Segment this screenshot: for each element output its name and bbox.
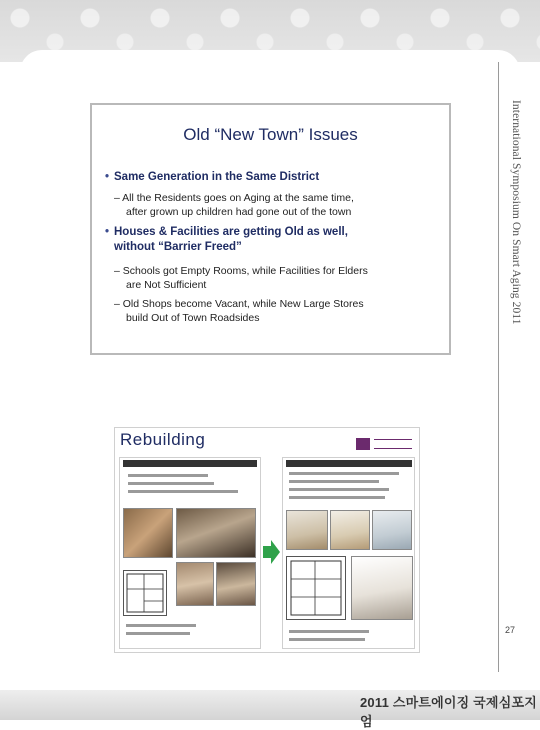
text-line: [289, 488, 389, 491]
bullet-2-line-2: without “Barrier Freed”: [114, 241, 242, 253]
old-room-photo: [123, 508, 173, 558]
bullet-2-sub-1-line-1: – Schools got Empty Rooms, while Facilities for Elders: [114, 265, 368, 277]
ur-logo: [356, 434, 414, 454]
bullet-2-sub-1-line-2: are Not Sufficient: [126, 279, 207, 291]
slide-box: [90, 103, 451, 355]
symposium-side-label: International Symposium On Smart Aging 2011: [510, 100, 522, 325]
rebuilding-title: Rebuilding: [120, 430, 206, 449]
new-kitchen-photo: [351, 556, 413, 620]
bullet-1: [105, 170, 320, 185]
old-apartment-panel-header: [123, 460, 257, 467]
text-line: [289, 638, 365, 641]
renovated-apartment-panel-header: [286, 460, 412, 467]
logo-text-lines: [374, 439, 412, 449]
old-floor-plan: [123, 570, 167, 616]
footer-label: 2011 스마트에이징 국제심포지엄: [360, 695, 537, 729]
bullet-2-line-1: Houses & Facilities are getting Old as well,: [114, 226, 348, 238]
bullet-2: [105, 225, 348, 255]
bullet-2-sub-2: [114, 297, 364, 325]
bullet-1-sub-1: [114, 191, 354, 219]
old-stairs-photo: [176, 508, 256, 558]
old-apartment-panel: [119, 457, 261, 649]
bullet-1-sub-1-line-1: – All the Residents goes on Aging at the same time,: [114, 192, 354, 204]
text-line: [126, 632, 190, 635]
text-line: [289, 480, 379, 483]
bullet-2-sub-1: [114, 264, 368, 292]
new-room-photo: [286, 510, 328, 550]
text-line: [126, 624, 196, 627]
text-line: [128, 490, 238, 493]
bullet-1-text: Same Generation in the Same District: [114, 171, 320, 183]
bullet-2-sub-2-line-1: – Old Shops become Vacant, while New Large Stores: [114, 298, 364, 310]
logo-mark-icon: [356, 438, 370, 450]
slide-title: Old “New Town” Issues: [183, 125, 358, 144]
bullet-dot: •: [105, 171, 110, 183]
right-arrow-icon: [263, 540, 280, 564]
text-line: [289, 472, 399, 475]
new-bath-photo: [372, 510, 412, 550]
bullet-dot: •: [105, 226, 110, 238]
old-hall-photo: [176, 562, 214, 606]
bullet-1-sub-1-line-2: after grown up children had gone out of the town: [126, 206, 352, 218]
renovated-apartment-panel: [282, 457, 415, 649]
old-kitchen-photo: [216, 562, 256, 606]
page-number: 27: [505, 625, 516, 635]
text-line: [289, 496, 385, 499]
floor-plan-drawing: [287, 557, 345, 619]
new-floor-plan: [286, 556, 346, 620]
text-line: [128, 482, 214, 485]
floor-plan-drawing: [124, 571, 166, 615]
text-line: [289, 630, 369, 633]
text-line: [128, 474, 208, 477]
new-hall-photo: [330, 510, 370, 550]
bullet-2-sub-2-line-2: build Out of Town Roadsides: [126, 312, 260, 324]
vertical-rule: [498, 62, 499, 672]
